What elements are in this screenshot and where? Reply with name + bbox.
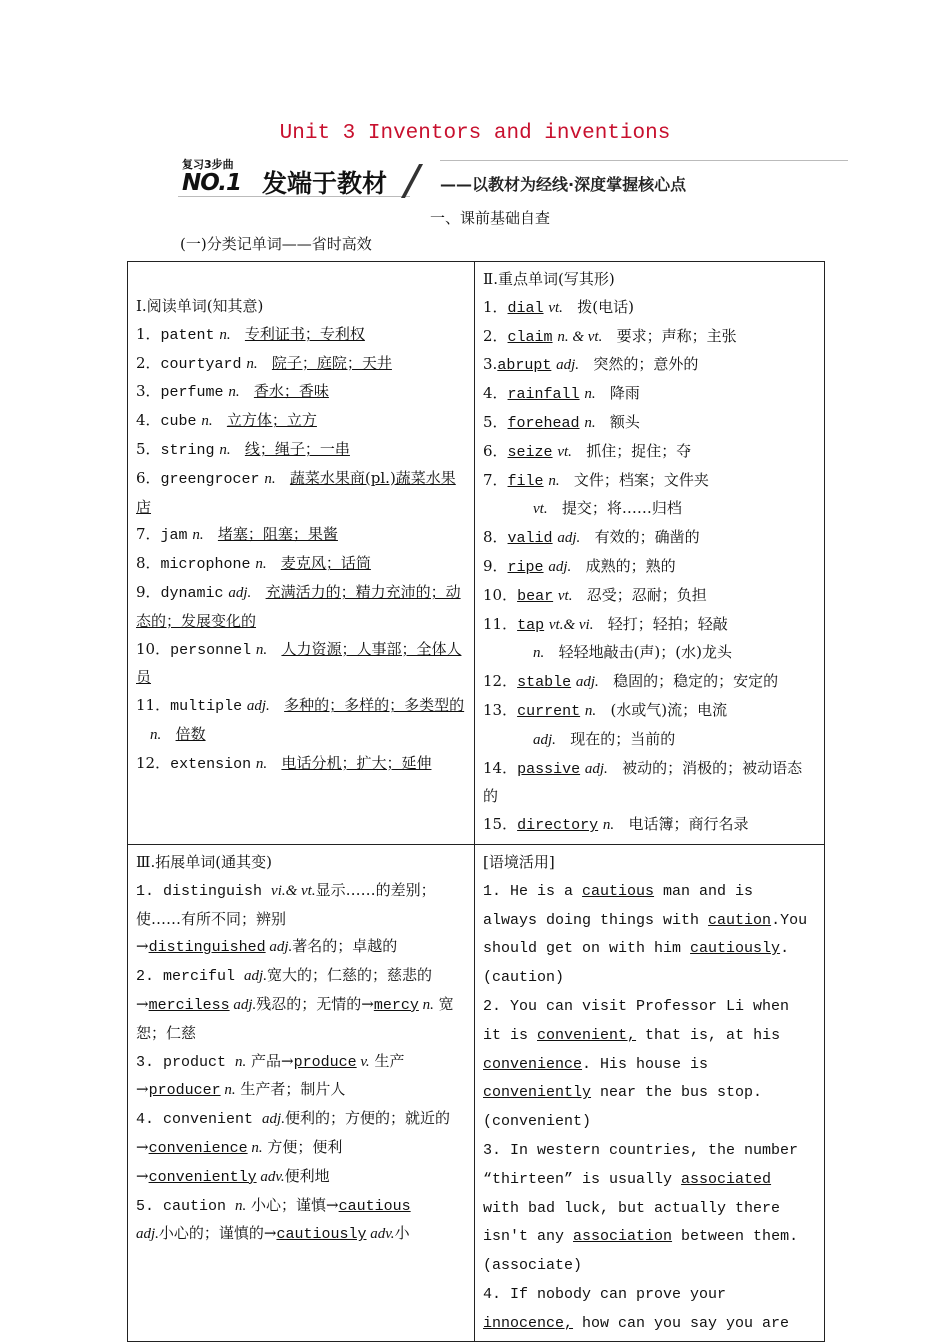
item-part-of-speech: n. bbox=[255, 556, 267, 573]
text-run: convenient, bbox=[537, 1026, 637, 1044]
text-run: 小心的；谨慎的→ bbox=[158, 1224, 277, 1243]
vocabulary-table bbox=[127, 261, 825, 1342]
item-part-of-speech: adj. bbox=[548, 558, 572, 575]
list-item bbox=[136, 521, 466, 550]
text-run: 产品→ bbox=[246, 1051, 294, 1070]
item-meaning: 香水；香味 bbox=[253, 382, 329, 401]
text-run: producer bbox=[148, 1082, 221, 1100]
item-word: courtyard bbox=[160, 355, 242, 373]
item-word: patent bbox=[160, 326, 215, 344]
item-number: 7． bbox=[136, 525, 161, 544]
extended-words-cell bbox=[128, 844, 475, 1342]
item-part-of-speech: adj. bbox=[575, 674, 599, 691]
text-run: adj. bbox=[244, 968, 267, 985]
item-number: 5． bbox=[136, 439, 161, 458]
item-part-of-speech: vt. bbox=[557, 443, 572, 460]
word-list bbox=[483, 294, 816, 840]
item-part-of-speech: vt. bbox=[533, 501, 548, 518]
text-run: 4. convenient bbox=[136, 1111, 263, 1129]
banner-small-label: 复习3步曲 bbox=[182, 158, 234, 171]
item-word: string bbox=[160, 441, 215, 459]
item-meaning: 提交；将……归档 bbox=[561, 499, 682, 518]
text-run: → bbox=[136, 1166, 149, 1185]
text-run: adv. bbox=[256, 1168, 285, 1185]
item-word: abrupt bbox=[497, 357, 552, 375]
text-run: conveniently bbox=[148, 1168, 257, 1186]
item-word: microphone bbox=[160, 556, 251, 574]
item-word: forehead bbox=[507, 414, 580, 432]
text-run: how can you say you are bbox=[573, 1314, 790, 1332]
item-number: 12． bbox=[136, 753, 171, 772]
text-run: 2. You can visit Professor Li when it is bbox=[483, 997, 790, 1044]
item-number: 2． bbox=[136, 353, 161, 372]
item-meaning: 线；绳子；一串 bbox=[244, 439, 350, 458]
item-number: 2． bbox=[483, 326, 508, 345]
text-run: 1. He is a bbox=[483, 882, 583, 900]
item-meaning: 稳固的；稳定的；安定的 bbox=[613, 672, 779, 691]
item-meaning: 人力资源；人事部；全体人员 bbox=[136, 639, 462, 687]
text-run: 残忍的；无情的→ bbox=[256, 994, 374, 1013]
text-run: n. bbox=[220, 1082, 236, 1099]
item-number: 9． bbox=[136, 582, 161, 601]
text-run: mercy bbox=[373, 996, 419, 1014]
text-run: → bbox=[136, 1080, 149, 1099]
item-part-of-speech: n. bbox=[602, 817, 615, 834]
item-meaning: 轻轻地敲击(声)；(水)龙头 bbox=[558, 643, 732, 662]
item-part-of-speech: adj. bbox=[557, 530, 581, 547]
text-run: adj. bbox=[136, 1226, 159, 1243]
item-meaning: 被动的；消极的；被动语态的 bbox=[483, 758, 803, 806]
list-item bbox=[136, 436, 466, 465]
item-part-of-speech: n. bbox=[548, 472, 560, 489]
word-list bbox=[136, 877, 466, 1249]
item-part-of-speech: n. bbox=[255, 641, 268, 658]
text-run: . His house is bbox=[582, 1055, 709, 1073]
list-item bbox=[136, 550, 466, 579]
item-word: dial bbox=[507, 299, 544, 317]
item-part-of-speech: n. bbox=[219, 326, 231, 343]
item-word: cube bbox=[160, 413, 197, 431]
key-words-cell bbox=[475, 262, 825, 845]
item-part-of-speech: n. bbox=[533, 645, 545, 662]
text-run: n. bbox=[235, 1197, 247, 1214]
item-number: 5． bbox=[483, 412, 508, 431]
word-list bbox=[136, 321, 466, 779]
cell-header: Ⅱ.重点单词(写其形) bbox=[483, 270, 615, 288]
item-part-of-speech: vt. bbox=[557, 587, 573, 604]
item-meaning: 有效的；确凿的 bbox=[594, 528, 700, 547]
list-item bbox=[136, 636, 466, 693]
list-item bbox=[483, 553, 816, 582]
item-part-of-speech: n. bbox=[246, 355, 258, 372]
list-item bbox=[136, 1163, 466, 1192]
item-meaning: 立方体；立方 bbox=[226, 411, 317, 430]
item-meaning: 电话分机；扩大；延伸 bbox=[281, 753, 432, 772]
item-meaning: 充满活力的；精力充沛的；动态的；发展变化的 bbox=[136, 582, 461, 630]
item-part-of-speech: n. bbox=[255, 755, 268, 772]
text-run: near the bus stop.(convenient) bbox=[483, 1084, 763, 1131]
list-item bbox=[136, 350, 466, 379]
text-run: 便利地 bbox=[284, 1166, 330, 1185]
table-row bbox=[128, 844, 825, 1342]
list-item bbox=[136, 1048, 466, 1077]
text-run: convenience bbox=[148, 1139, 248, 1157]
text-run: 生产者；制片人 bbox=[235, 1080, 346, 1099]
item-meaning: 专利证书；专利权 bbox=[244, 324, 365, 343]
text-run: 宽大的；仁慈的；慈悲的 bbox=[266, 966, 432, 985]
list-item bbox=[136, 1105, 466, 1163]
text-run: n. bbox=[247, 1139, 263, 1156]
list-item bbox=[483, 467, 816, 496]
text-run: 便利的；方便的；就近的→ bbox=[136, 1109, 450, 1156]
text-run: 小 bbox=[394, 1224, 410, 1243]
item-number: 14． bbox=[483, 758, 518, 777]
item-number: 6． bbox=[483, 441, 508, 460]
text-run: merciless bbox=[148, 996, 230, 1014]
item-word: file bbox=[507, 472, 544, 490]
text-run: → bbox=[136, 994, 149, 1013]
text-run: produce bbox=[293, 1053, 357, 1071]
section-banner bbox=[178, 150, 850, 200]
item-word: stable bbox=[517, 674, 572, 692]
text-run: vi.& vt. bbox=[271, 882, 316, 899]
item-meaning: 院子；庭院；天井 bbox=[271, 353, 392, 372]
text-run: cautiously bbox=[690, 940, 781, 958]
item-number: 15． bbox=[483, 815, 518, 834]
list-item bbox=[136, 1192, 466, 1221]
text-run: distinguished bbox=[148, 939, 266, 957]
section-heading: 一、课前基础自查 bbox=[429, 209, 550, 227]
item-part-of-speech: adj. bbox=[533, 731, 556, 748]
list-item bbox=[483, 380, 816, 409]
list-item bbox=[136, 1220, 466, 1249]
item-word: seize bbox=[507, 443, 553, 461]
item-number: 1． bbox=[136, 324, 161, 343]
item-meaning: 电话簿；商行名录 bbox=[628, 815, 749, 834]
item-number: 3． bbox=[136, 382, 161, 401]
text-run: 著名的；卓越的 bbox=[292, 937, 398, 956]
text-run: v. bbox=[356, 1053, 370, 1070]
item-meaning: 文件；档案；文件夹 bbox=[573, 470, 709, 489]
item-meaning: 轻打；轻拍；轻敲 bbox=[607, 614, 728, 633]
item-meaning: 堵塞；阻塞；果酱 bbox=[217, 525, 338, 544]
item-number: 6． bbox=[136, 468, 161, 487]
text-run: 小心；谨慎→ bbox=[246, 1195, 339, 1214]
text-run: 4. If nobody can prove your bbox=[483, 1285, 727, 1303]
item-part-of-speech: n. & vt. bbox=[557, 328, 603, 345]
item-number: 3. bbox=[483, 355, 498, 374]
list-item bbox=[483, 811, 816, 840]
table-row bbox=[128, 262, 825, 845]
text-run: between them.(associate) bbox=[483, 1228, 799, 1275]
sentence bbox=[483, 992, 816, 1136]
page-title: Unit 3 Inventors and inventions bbox=[279, 122, 671, 145]
text-run: that is, at his bbox=[636, 1026, 781, 1044]
item-meaning: 成熟的；熟的 bbox=[585, 556, 676, 575]
item-word: valid bbox=[507, 530, 553, 548]
item-word: directory bbox=[517, 817, 599, 835]
list-item bbox=[136, 721, 466, 750]
item-number: 7． bbox=[483, 470, 508, 489]
item-number: 11． bbox=[136, 696, 171, 715]
cell-header: Ⅲ.拓展单词(通其变) bbox=[136, 852, 272, 871]
list-item bbox=[483, 726, 816, 755]
list-item bbox=[136, 1076, 466, 1105]
list-item bbox=[483, 351, 816, 380]
text-run: adj. bbox=[229, 996, 257, 1013]
sentence bbox=[483, 1280, 816, 1338]
item-word: personnel bbox=[170, 641, 252, 659]
list-item bbox=[136, 962, 466, 991]
cell-header: Ⅰ.阅读单词(知其意) bbox=[136, 297, 264, 315]
list-item bbox=[136, 692, 466, 721]
item-word: greengrocer bbox=[160, 470, 260, 488]
item-word: jam bbox=[160, 527, 188, 545]
item-part-of-speech: n. bbox=[584, 386, 596, 403]
text-run: n. bbox=[235, 1053, 247, 1070]
text-run: 显示……的差别；使……有所不同；辨别 bbox=[136, 880, 436, 928]
list-item bbox=[136, 407, 466, 436]
list-item bbox=[483, 611, 816, 640]
list-item bbox=[483, 755, 816, 812]
list-item bbox=[136, 321, 466, 350]
item-word: perfume bbox=[160, 384, 224, 402]
item-part-of-speech: adj. bbox=[246, 698, 270, 715]
list-item bbox=[136, 465, 466, 522]
item-meaning: 突然的；意外的 bbox=[593, 355, 699, 374]
text-run: adj. bbox=[265, 939, 293, 956]
item-part-of-speech: n. bbox=[584, 414, 596, 431]
item-meaning: 麦克风；话筒 bbox=[280, 554, 371, 573]
text-run: caution bbox=[708, 911, 772, 929]
list-item bbox=[136, 877, 466, 934]
item-meaning: 抓住；捉住；夺 bbox=[586, 441, 692, 460]
text-run: 宽恕；仁慈 bbox=[136, 994, 454, 1042]
item-number: 11． bbox=[483, 614, 518, 633]
item-word: dynamic bbox=[160, 584, 224, 602]
item-part-of-speech: n. bbox=[201, 413, 213, 430]
item-word: bear bbox=[517, 587, 554, 605]
item-part-of-speech: n. bbox=[150, 726, 162, 743]
item-word: claim bbox=[507, 328, 553, 346]
item-number: 13． bbox=[483, 700, 518, 719]
text-run: 生产 bbox=[369, 1051, 405, 1070]
list-item bbox=[483, 323, 816, 352]
list-item bbox=[483, 438, 816, 467]
text-run: 方便；便利 bbox=[262, 1137, 343, 1156]
item-word: rainfall bbox=[507, 386, 580, 404]
item-number: 4． bbox=[483, 384, 508, 403]
item-meaning: 倍数 bbox=[175, 724, 206, 743]
item-meaning: 蔬菜水果商(pl.)蔬菜水果店 bbox=[136, 468, 456, 516]
item-meaning: 多种的；多样的；多类型的 bbox=[284, 696, 465, 715]
item-part-of-speech: n. bbox=[264, 470, 276, 487]
item-part-of-speech: n. bbox=[228, 384, 240, 401]
list-item bbox=[483, 668, 816, 697]
sentence-list bbox=[483, 877, 816, 1338]
item-word: multiple bbox=[170, 698, 243, 716]
item-number: 12． bbox=[483, 672, 518, 691]
item-number: 4． bbox=[136, 411, 161, 430]
text-run: adv. bbox=[366, 1226, 395, 1243]
text-run: with bad luck, but actually there isn't any bbox=[483, 1199, 781, 1246]
text-run: cautiously bbox=[276, 1226, 367, 1244]
item-part-of-speech: adj. bbox=[556, 357, 580, 374]
text-run: 2. merciful bbox=[136, 968, 245, 986]
item-part-of-speech: adj. bbox=[584, 760, 608, 777]
banner-subtitle: ——以教材为经线·深度掌握核心点 bbox=[440, 175, 687, 194]
text-run: innocence, bbox=[483, 1314, 574, 1332]
list-item bbox=[483, 697, 816, 726]
text-run: 3. In western countries, the number “thirteen” is usually bbox=[483, 1141, 799, 1188]
banner-main-label: 发端于教材 bbox=[262, 169, 388, 198]
item-meaning: (水或气)流；电流 bbox=[610, 700, 728, 719]
list-item bbox=[136, 378, 466, 407]
banner-slash bbox=[401, 164, 423, 198]
item-meaning: 拨(电话) bbox=[577, 297, 634, 316]
reading-words-cell bbox=[128, 262, 475, 845]
item-meaning: 降雨 bbox=[609, 384, 640, 403]
sentence bbox=[483, 1136, 816, 1280]
list-item bbox=[483, 582, 816, 611]
item-part-of-speech: n. bbox=[219, 441, 231, 458]
item-meaning: 忍受；忍耐；负担 bbox=[586, 585, 707, 604]
item-part-of-speech: vt.& vi. bbox=[548, 616, 594, 633]
list-item bbox=[136, 933, 466, 962]
list-item bbox=[483, 524, 816, 553]
item-meaning: 额头 bbox=[609, 412, 640, 431]
list-item bbox=[136, 750, 466, 779]
list-item bbox=[136, 991, 466, 1048]
text-run: .(caution) bbox=[483, 940, 790, 987]
text-run: → bbox=[136, 937, 149, 956]
text-run: 5. caution bbox=[136, 1197, 236, 1215]
item-number: 8． bbox=[483, 528, 508, 547]
item-number: 9． bbox=[483, 556, 508, 575]
text-run: adj. bbox=[262, 1111, 285, 1128]
item-meaning: 现在的；当前的 bbox=[570, 729, 676, 748]
text-run: man and is always doing things with bbox=[483, 882, 754, 929]
text-run: association bbox=[573, 1228, 673, 1246]
banner-rule bbox=[440, 160, 848, 161]
item-word: tap bbox=[517, 616, 545, 634]
item-word: ripe bbox=[507, 558, 544, 576]
item-number: 1． bbox=[483, 297, 508, 316]
text-run: .You should get on with him bbox=[483, 911, 808, 958]
item-number: 10． bbox=[136, 639, 171, 658]
item-number: 10． bbox=[483, 585, 518, 604]
text-run: conveniently bbox=[483, 1084, 592, 1102]
text-run: 1. distinguish bbox=[136, 882, 272, 900]
list-item bbox=[483, 294, 816, 323]
banner-number: NO.1 bbox=[182, 170, 242, 196]
item-word: passive bbox=[517, 760, 581, 778]
item-number: 8． bbox=[136, 554, 161, 573]
text-run: associated bbox=[681, 1170, 772, 1188]
list-item bbox=[136, 579, 466, 636]
list-item bbox=[483, 639, 816, 668]
text-run: n. bbox=[418, 996, 434, 1013]
item-meaning: 要求；声称；主张 bbox=[616, 326, 737, 345]
list-item bbox=[483, 495, 816, 524]
item-word: extension bbox=[170, 755, 252, 773]
sentence bbox=[483, 877, 816, 992]
cell-header: [语境活用] bbox=[483, 852, 555, 871]
item-part-of-speech: adj. bbox=[228, 584, 252, 601]
list-item bbox=[483, 409, 816, 438]
subsection-heading: (一)分类记单词——省时高效 bbox=[180, 235, 372, 253]
text-run: convenience bbox=[483, 1055, 583, 1073]
item-part-of-speech: n. bbox=[192, 527, 204, 544]
item-part-of-speech: vt. bbox=[548, 299, 563, 316]
item-word: current bbox=[517, 702, 581, 720]
text-run: 3. product bbox=[136, 1053, 236, 1071]
text-run: cautious bbox=[338, 1197, 411, 1215]
text-run: cautious bbox=[582, 882, 655, 900]
context-cell bbox=[475, 844, 825, 1342]
item-part-of-speech: n. bbox=[584, 702, 597, 719]
